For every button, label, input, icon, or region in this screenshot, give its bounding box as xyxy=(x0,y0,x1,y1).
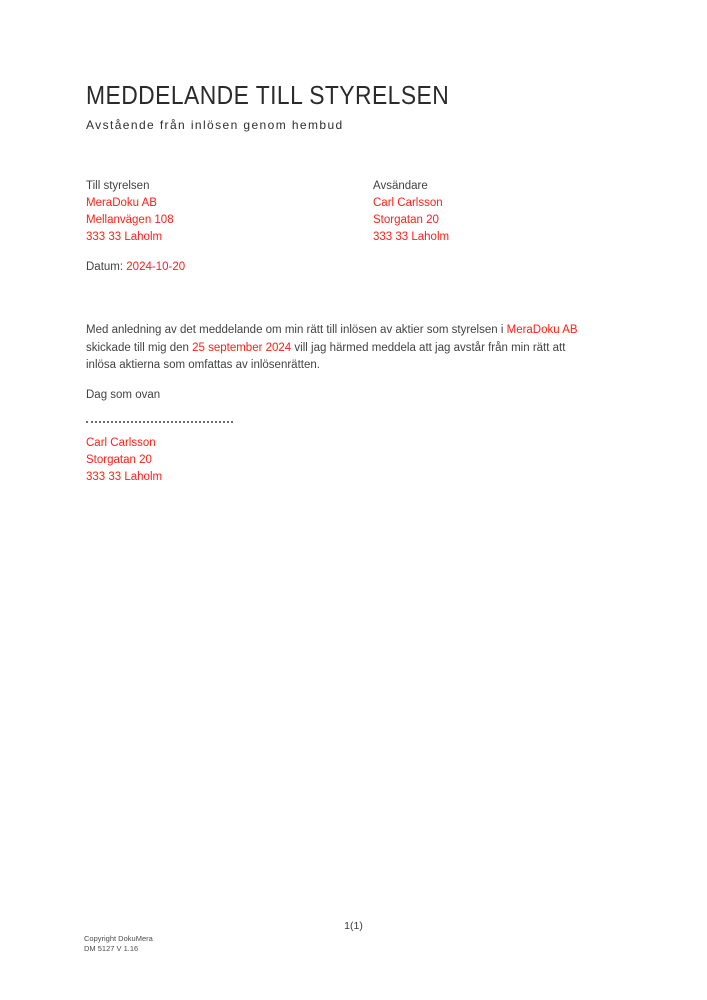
recipient-street: Mellanvägen 108 xyxy=(86,214,174,226)
document-subtitle: Avstående från inlösen genom hembud xyxy=(86,118,344,132)
signature-city: 333 33 Laholm xyxy=(86,471,163,483)
recipient-city: 333 33 Laholm xyxy=(86,231,163,243)
body-text-4: inlösa aktierna som omfattas av inlösenrätten. xyxy=(86,359,320,371)
footer-copyright-block xyxy=(84,934,153,954)
sender-city: 333 33 Laholm xyxy=(373,231,450,243)
recipient-company: MeraDoku AB xyxy=(86,197,157,209)
signature-line xyxy=(86,421,233,423)
body-paragraph xyxy=(86,322,707,375)
sender-block xyxy=(373,178,449,246)
body-text-2: skickade till mig den xyxy=(86,341,193,354)
page-number: 1(1) xyxy=(344,920,363,932)
body-text-3: vill jag härmed meddela att jag avstår från min rätt att xyxy=(291,341,566,354)
date-value: 2024-10-20 xyxy=(126,261,186,273)
signature-street: Storgatan 20 xyxy=(86,454,152,466)
recipient-block xyxy=(86,178,174,246)
date-label: Datum: xyxy=(86,261,124,273)
closing-phrase: Dag som ovan xyxy=(86,389,161,401)
recipient-label: Till styrelsen xyxy=(86,180,150,192)
date-line xyxy=(86,261,185,273)
page-title: MEDDELANDE TILL STYRELSEN xyxy=(86,80,450,110)
document-id: DM 5127 V 1.16 xyxy=(84,944,139,953)
signature-block xyxy=(86,435,162,486)
copyright-text: Copyright DokuMera xyxy=(84,934,153,943)
sender-street: Storgatan 20 xyxy=(373,214,439,226)
sender-name: Carl Carlsson xyxy=(373,197,443,209)
signature-name: Carl Carlsson xyxy=(86,437,156,449)
sender-label: Avsändare xyxy=(373,180,428,192)
body-company: MeraDoku AB xyxy=(506,324,578,336)
body-text-1: Med anledning av det meddelande om min rätt till inlösen av aktier som styrelsen i xyxy=(86,324,507,336)
body-sent-date: 25 september 2024 xyxy=(192,341,292,354)
